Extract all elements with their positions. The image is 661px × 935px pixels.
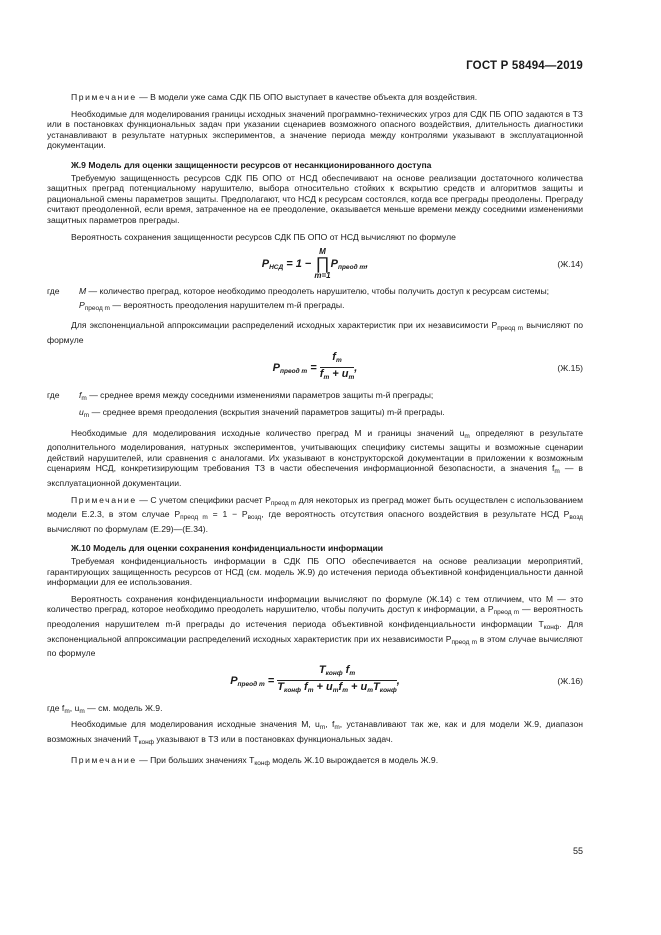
formula-symbol: T [318, 663, 326, 676]
definition-text: , u [69, 702, 80, 713]
subscript: конф [254, 759, 270, 767]
note-text: модель Ж.10 вырождается в модель Ж.9. [269, 754, 439, 765]
formula-subscript: НСД [269, 264, 284, 272]
formula-subscript: m [307, 687, 314, 695]
paragraph [47, 719, 583, 748]
formula-subscript: m [332, 687, 339, 695]
subscript: преод m [270, 499, 297, 507]
formula-symbol: T [373, 681, 380, 694]
note-text: — При больших значениях T [136, 754, 255, 765]
definition-text: — см. модель Ж.9. [84, 702, 163, 713]
paragraph-text: вычисляют по формуле [47, 320, 584, 345]
paragraph-text: в этом случае вычисляют по формуле [47, 633, 583, 659]
note-paragraph [47, 755, 583, 770]
paragraph-text: указывают в ТЗ или в постановках функциональных задач. [154, 733, 393, 744]
definition-text [79, 390, 583, 405]
fraction-denominator [320, 368, 355, 384]
section-heading-zh10: Ж.10 Модель для оценки сохранения конфиденциальности информации [71, 543, 384, 554]
formula-subscript: m [349, 669, 356, 677]
page-content [47, 92, 583, 775]
formula-symbol: f [300, 681, 308, 694]
note-label: Примечание [71, 92, 137, 102]
where-label: где [47, 389, 60, 400]
definition-body: — среднее время между соседними изменениями параметров защиты m-й преграды; [86, 389, 434, 400]
note-text: для некоторых из преград может быть осуществлен с использованием модели Е.2.3, в этом случае P [47, 494, 583, 520]
paragraph-text: Необходимые для моделирования исходные количество преград M и границы значений u [71, 427, 465, 438]
formula-operator: = [264, 674, 278, 687]
formula-punct: , [354, 361, 358, 374]
subscript: m [64, 707, 70, 715]
definition-text [79, 286, 583, 297]
formula-subscript: конф [379, 687, 397, 695]
formula-subscript: преод m [237, 680, 265, 688]
subscript: преод m [493, 609, 520, 617]
note-text: , где вероятность отсутствия опасного воздействия в результате НСД P [261, 509, 570, 520]
formula-subscript: преод m [280, 367, 308, 375]
definition-symbol: f [79, 389, 82, 400]
note-paragraph [47, 495, 583, 535]
paragraph-text: определяют в результате дополнительного моделирования, натурных экспериментов, учитывающих специфику системы защиты и возможные сценарии действий нарушителей, или сравнения с аналогами. Их указывают в конструкторской документации в приложении к возможным сценариям НСД, конкретизирующим требования ТЗ в части обеспечения информационной безопасности, а значения f [47, 427, 583, 474]
subscript: m [319, 724, 326, 732]
definition-symbol: P [79, 299, 85, 310]
formula-symbol: f [319, 368, 324, 381]
product-operator [314, 248, 330, 280]
fraction [277, 665, 396, 697]
paragraph-text: Необходимые для моделирования исходные значения M, u [71, 719, 320, 730]
definition-row [47, 286, 583, 297]
formula-subscript: преод m [337, 264, 366, 272]
formula-operator: + u [313, 681, 333, 694]
subscript: преод m [180, 514, 208, 522]
definition-text: где f [47, 702, 65, 713]
formula-symbol: f [342, 663, 350, 676]
formula-symbol: P [272, 361, 280, 374]
formula-symbol: f [332, 350, 336, 363]
where-label: где [47, 286, 60, 297]
formula-operator: = [307, 361, 320, 374]
formula-punct: , [396, 674, 400, 687]
paragraph-text: Вероятность сохранения конфиденциальности информации вычисляют по формуле (Ж.14) с тем отличием, что M — это количество преград, которое необходимо преодолеть нарушителю, чтобы получить доступ к информации, а P [47, 593, 583, 615]
definition-row [47, 390, 583, 405]
formula-zh16 [47, 665, 583, 699]
paragraph-text: — в эксплуатационной документации. [47, 463, 583, 489]
definition-subscript: преод m [84, 304, 110, 312]
paragraph-text: , f [325, 719, 335, 730]
paragraph: Вероятность сохранения защищенности ресурсов СДК ПБ ОПО от НСД вычисляют по формуле [71, 231, 456, 242]
formula-zh15 [47, 352, 583, 386]
note-text: — В модели уже сама СДК ПБ ОПО выступает в качестве объекта для воздействия. [136, 92, 478, 102]
note-text: вычисляют по формулам (Е.29)—(Е.34). [47, 523, 209, 534]
fraction-numerator [277, 665, 396, 682]
fraction [319, 350, 358, 384]
formula-subscript: конф [325, 669, 343, 677]
definition-subscript: m [83, 412, 90, 420]
formula-symbol: P [230, 674, 238, 687]
paragraph-text: , устанавливают так же, как и для модели Ж.9, диапазон возможных значений T [47, 719, 583, 744]
section-heading-zh9: Ж.9 Модель для оценки защищенности ресурсов от несанкционированного доступа [71, 159, 432, 170]
formula-symbol: P [261, 258, 270, 271]
paragraph: Требуемую защищенность ресурсов СДК ПБ ОПО от НСД обеспечивают на основе реализации достаточного количества защитных преград потенциальному нарушителю, выбора относительно стойких к вскрытию средств и алгоритмов защиты и рациональной смены параметров защиты. Предполагают, что НСД к ресурсам состоялся, когда все преграды преодолены. Преграду считают преодоленной, если время, затраченное на ее преодоление, оказывается меньше времени между соседними изменениями защитных параметров преграды. [47, 172, 583, 225]
definition-body: — среднее время преодоления (вскрытия значений параметров защиты) m-й преграды. [89, 407, 445, 418]
definition-subscript: m [81, 394, 87, 402]
formula-symbol: f [338, 681, 343, 694]
definition-body: — количество преград, которое необходимо преодолеть нарушителю, чтобы получить доступ к ресурсам системы; [86, 286, 550, 297]
fraction-denominator [277, 681, 396, 697]
paragraph [47, 320, 583, 345]
definition-row [47, 703, 583, 718]
subscript: конф [138, 738, 155, 746]
paragraph [47, 594, 583, 659]
formula-subscript: m [348, 374, 355, 382]
formula-expression [47, 352, 583, 384]
fraction-numerator [320, 352, 355, 369]
formula-number: (Ж.14) [557, 259, 583, 270]
note-text: = 1 − P [207, 509, 248, 520]
definition-symbol: M [79, 286, 87, 297]
formula-number: (Ж.15) [557, 362, 583, 373]
formula-punct: , [365, 258, 369, 271]
formula-subscript: конф [284, 687, 301, 695]
subscript: m [464, 432, 470, 440]
definition-body: — вероятность преодоления нарушителем m-й преграды. [109, 299, 345, 310]
product-symbol: ∏ [315, 254, 330, 274]
formula-subscript: m [342, 687, 348, 695]
paragraph: Требуемая конфиденциальность информации в СДК ПБ ОПО обеспечивается на основе реализации мероприятий, гарантирующих защищенность ресурсов от НСД (см. модель Ж.9) до истечения периода объективной конфиденциальности данной информации для ее использования. [47, 556, 583, 588]
subscript: преод m [497, 325, 524, 333]
subscript: возд [569, 514, 583, 522]
paragraph-text: . Для экспоненциальной аппроксимации распределений исходных характеристик при их независимости P [47, 619, 584, 644]
document-id-header: ГОСТ Р 58494—2019 [466, 60, 583, 72]
subscript: конф [543, 624, 560, 631]
subscript: возд [247, 514, 262, 522]
paragraph-text: Для экспоненциальной аппроксимации распределений исходных характеристик при их независимости P [71, 320, 498, 331]
formula-expression [47, 665, 583, 697]
product-upper-limit: M [319, 247, 326, 257]
paragraph: Необходимые для моделирования границы исходных значений программно-технических угроз для СДК ПБ ОПО задаются в ТЗ или в постановках функциональных задач при указании сценариев возможного опасного воздействия, длительность диагностики устанавливают в результате натурных экспериментов, а значение периода между контролями указывают в эксплуатационной документации. [47, 108, 583, 151]
formula-zh14 [47, 248, 583, 282]
formula-expression [47, 248, 583, 280]
definition-row [47, 300, 583, 315]
formula-subscript: m [323, 374, 330, 382]
page-number: 55 [572, 846, 583, 856]
note-label: Примечание [71, 754, 137, 765]
definition-row [47, 407, 583, 422]
product-lower-limit: m=1 [314, 271, 331, 281]
formula-number: (Ж.16) [557, 675, 583, 686]
formula-subscript: m [335, 356, 342, 364]
formula-symbol: T [277, 681, 285, 694]
note-label: Примечание [71, 494, 137, 505]
subscript: преод m [451, 638, 478, 646]
subscript: m [554, 468, 560, 476]
formula-operator: = 1 − [283, 258, 315, 271]
note-paragraph [47, 92, 583, 103]
formula-symbol: P [330, 258, 338, 271]
formula-operator: + u [329, 368, 349, 381]
paragraph [47, 428, 583, 489]
formula-subscript: m [367, 687, 374, 695]
subscript: m [79, 707, 85, 715]
paragraph-text: — вероятность преодоления нарушителем m-й преграды до истечения периода объективной конфиденциальности информации T [47, 604, 583, 629]
subscript: m [334, 724, 340, 732]
note-text: — С учетом специфики расчет P [136, 494, 271, 505]
definition-symbol: u [79, 407, 84, 418]
formula-operator: + u [348, 681, 368, 694]
